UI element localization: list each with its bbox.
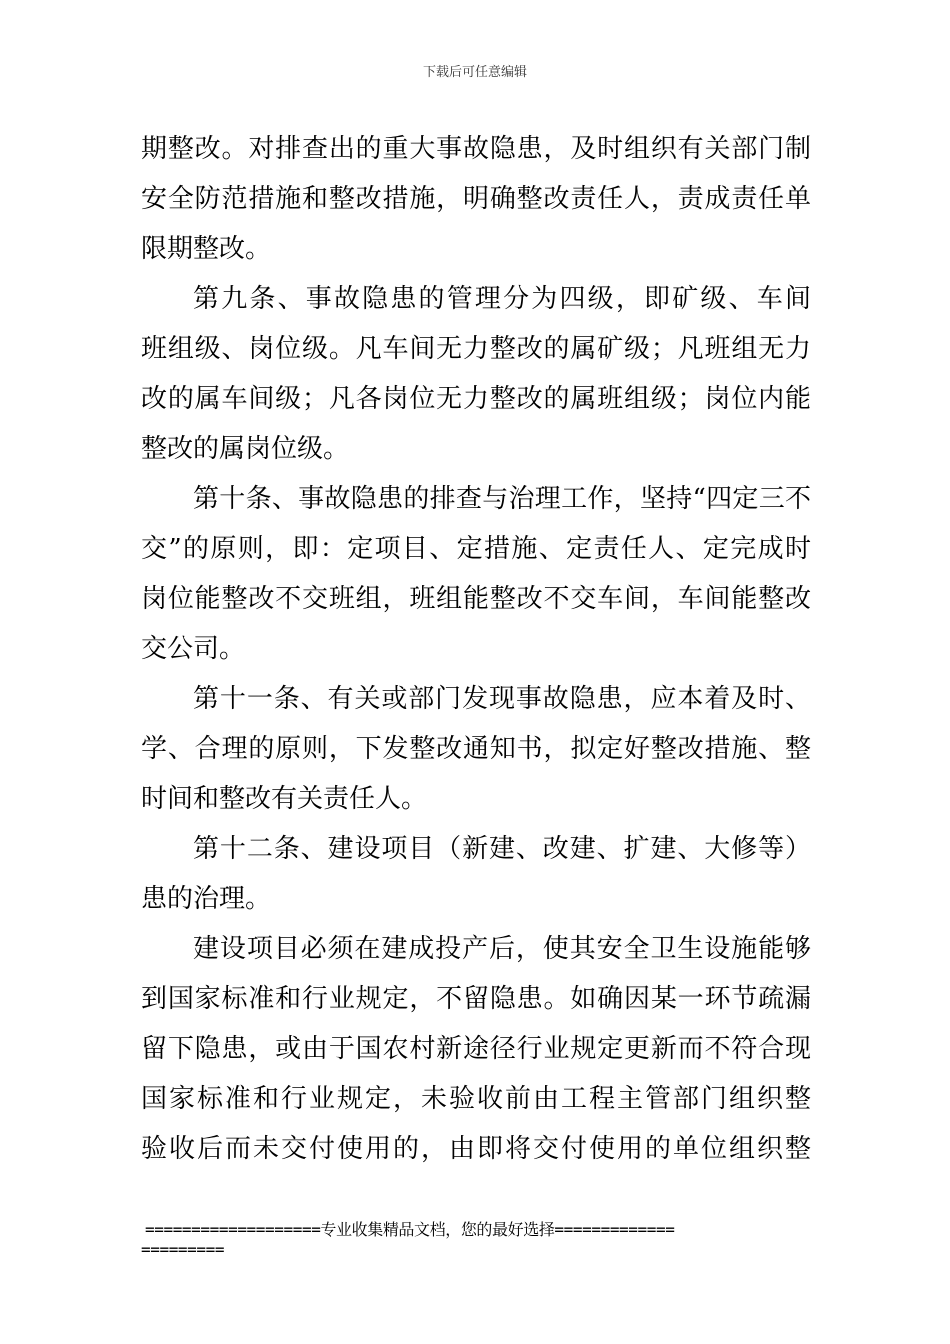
page-header: 下载后可任意编辑 — [422, 65, 527, 80]
text-line: 留下隐患，或由于国农村新途径行业规定更新而不符合现 — [141, 1034, 811, 1064]
text-line: 国家标准和行业规定，未验收前由工程主管部门组织整 — [141, 1084, 811, 1114]
text-line: 交”的原则，即：定项目、定措施、定责任人、定完成时 — [141, 534, 811, 564]
text-line: 到国家标准和行业规定，不留隐患。如确因某一环节疏漏 — [141, 984, 811, 1014]
text-line: 期整改。对排查出的重大事故隐患，及时组织有关部门制 — [141, 134, 811, 164]
text-line: 改的属车间级；凡各岗位无力整改的属班组级；岗位内能 — [141, 384, 811, 414]
text-line: 第十一条、有关或部门发现事故隐患，应本着及时、 — [193, 684, 811, 714]
footer-line: ========= — [141, 1240, 225, 1259]
text-line: 建设项目必须在建成投产后，使其安全卫生设施能够 — [193, 934, 811, 964]
text-line: 第九条、事故隐患的管理分为四级，即矿级、车间 — [193, 284, 811, 314]
page-footer — [141, 1220, 821, 1260]
text-line: 患的治理。 — [141, 884, 272, 914]
text-line: 整改的属岗位级。 — [141, 434, 350, 464]
text-line: 验收后而未交付使用的，由即将交付使用的单位组织整 — [141, 1134, 811, 1164]
text-line: 时间和整改有关责任人。 — [141, 784, 428, 814]
footer-line: ===================专业收集精品文档，您的最好选择============= — [145, 1220, 675, 1239]
text-line: 班组级、岗位级。凡车间无力整改的属矿级；凡班组无力 — [141, 334, 811, 364]
text-line: 学、合理的原则，下发整改通知书，拟定好整改措施、整 — [141, 734, 811, 764]
text-line: 限期整改。 — [141, 234, 272, 264]
text-line: 岗位能整改不交班组，班组能整改不交车间，车间能整改 — [141, 584, 811, 614]
text-line: 安全防范措施和整改措施，明确整改责任人，责成责任单 — [141, 184, 811, 214]
text-line: 第十条、事故隐患的排查与治理工作，坚持“四定三不 — [193, 484, 811, 514]
text-line: 第十二条、建设项目（新建、改建、扩建、大修等） — [193, 834, 811, 864]
text-line: 交公司。 — [141, 634, 246, 664]
document-body — [141, 124, 811, 1174]
